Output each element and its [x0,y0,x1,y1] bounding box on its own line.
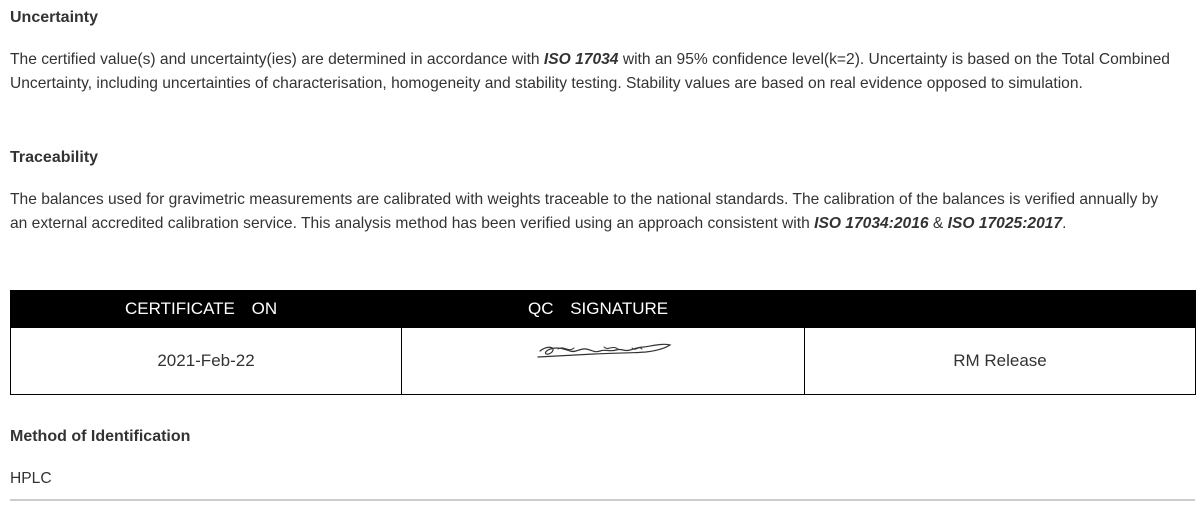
rm-release-cell: RM Release [805,328,1196,395]
traceability-heading: Traceability [10,149,99,166]
uncertainty-text-2: with an 95% confidence level(k=2). Uncertainty is based on the Total Combined Uncertainty, including uncertainties of characterisation, homogeneity and stability testing. Stability values are based on real evidence opposed to simulation. [10,51,1170,92]
uncertainty-paragraph [10,48,1170,96]
traceability-paragraph [10,188,1170,236]
iso-17034-ref: ISO 17034 [543,51,619,68]
certificate-table [10,290,1196,395]
method-heading: Method of Identification [10,428,191,445]
certificate-table-header-row [11,291,1196,328]
qc-signature-cell [402,328,805,395]
iso-17034-2016-ref: ISO 17034:2016 [814,215,929,232]
uncertainty-text-1: The certified value(s) and uncertainty(ies) are determined in accordance with [10,51,544,68]
header-empty [805,291,1196,328]
certificate-date-cell: 2021-Feb-22 [11,328,402,395]
traceability-text-3: . [1062,215,1067,232]
certificate-table-row [11,328,1196,395]
header-certificate-on: CERTIFICATE ON [11,291,402,328]
iso-17025-2017-ref: ISO 17025:2017 [947,215,1063,232]
traceability-text-2: & [928,215,948,232]
method-value: HPLC [10,470,52,487]
header-qc-signature: QC SIGNATURE [402,291,805,328]
uncertainty-heading: Uncertainty [10,9,99,26]
signature-image [534,339,674,361]
bottom-divider [10,499,1195,501]
traceability-text-1: The balances used for gravimetric measurements are calibrated with weights traceable to the national standards. The calibration of the balances is verified annually by an external accredited calibration service. This analysis method has been verified using an approach consistent with [10,191,1159,232]
